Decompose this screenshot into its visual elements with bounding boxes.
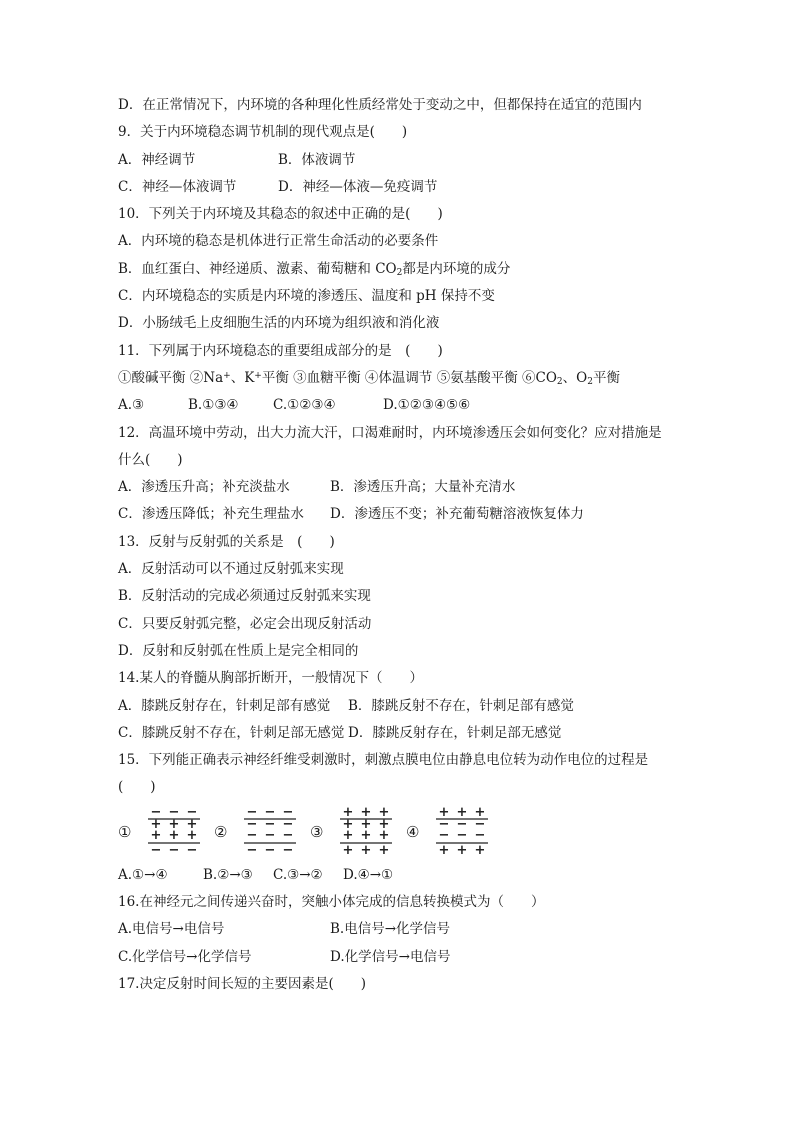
diagram-number: ④ bbox=[406, 822, 420, 841]
q16-option-d: D.化学信号→电信号 bbox=[330, 948, 451, 965]
q9-options-row2 bbox=[118, 174, 678, 201]
q15-option-d: D.④→① bbox=[343, 866, 394, 883]
q14-option-c: C．膝跳反射不存在，针刺足部无感觉 bbox=[118, 724, 345, 741]
diagram-number: ① bbox=[118, 822, 132, 841]
q9-option-a: A．神经调节 bbox=[118, 151, 196, 168]
q10-option-c: C．内环境稳态的实质是内环境的渗透压、温度和 pH 保持不变 bbox=[118, 288, 495, 305]
outer-sign-top: − bbox=[186, 805, 198, 820]
q12-option-c: C．渗透压降低；补充生理盐水 bbox=[118, 506, 304, 523]
inner-sign-lower: + bbox=[378, 827, 390, 843]
q10-option-d: D．小肠绒毛上皮细胞生活的内环境为组织液和消化液 bbox=[118, 315, 440, 332]
inner-sign-lower: − bbox=[438, 827, 450, 843]
outer-sign-top: + bbox=[474, 805, 486, 820]
inner-sign-lower: + bbox=[150, 827, 162, 843]
membrane-diagram-4 bbox=[434, 806, 490, 856]
outer-sign-top: + bbox=[378, 805, 390, 820]
q9-option-d: D．神经—体液—免疫调节 bbox=[278, 178, 438, 195]
outer-sign-bottom: + bbox=[456, 842, 468, 856]
q11-item-part: 平衡 bbox=[592, 369, 620, 386]
inner-sign-upper: + bbox=[168, 816, 180, 832]
q12-option-d: D．渗透压不变；补充葡萄糖溶液恢复体力 bbox=[330, 506, 584, 523]
q10b-sub: 2 bbox=[396, 267, 403, 278]
diagram-number: ② bbox=[214, 822, 228, 841]
q14-option-d: D．膝跳反射存在，针刺足部无感觉 bbox=[348, 724, 562, 741]
outer-sign-top: − bbox=[282, 805, 294, 820]
q13-stem: 13．反射与反射弧的关系是 ( ) bbox=[118, 533, 335, 550]
inner-sign-upper: + bbox=[186, 816, 198, 832]
outer-sign-bottom: − bbox=[264, 842, 276, 856]
inner-sign-upper: − bbox=[456, 816, 468, 832]
outer-sign-bottom: + bbox=[360, 842, 372, 856]
q11-stem: 11．下列属于内环境稳态的重要组成部分的是 ( ) bbox=[118, 342, 443, 359]
outer-sign-top: − bbox=[150, 805, 162, 820]
q12-options-row1 bbox=[118, 474, 678, 501]
q15-option-c: C.③→② bbox=[273, 866, 323, 883]
q12-option-b: B．渗透压升高；大量补充清水 bbox=[330, 479, 516, 496]
q17-stem: 17.决定反射时间长短的主要因素是( ) bbox=[118, 975, 367, 992]
outer-sign-bottom: − bbox=[150, 842, 162, 856]
inner-sign-upper: + bbox=[150, 816, 162, 832]
q11-sub: 2 bbox=[556, 376, 563, 387]
q16-option-a: A.电信号→电信号 bbox=[118, 921, 225, 938]
inner-sign-upper: − bbox=[474, 816, 486, 832]
q15-options bbox=[118, 862, 678, 889]
q14-option-b: B．膝跳反射不存在，针刺足部有感觉 bbox=[348, 697, 574, 714]
q11-sup: + bbox=[223, 370, 231, 381]
q11-option-a: A.③ bbox=[118, 397, 145, 414]
inner-sign-lower: + bbox=[186, 827, 198, 843]
q12-options-row2 bbox=[118, 501, 678, 528]
q14-option-a: A．膝跳反射存在，针刺足部有感觉 bbox=[118, 697, 331, 714]
outer-sign-top: + bbox=[360, 805, 372, 820]
inner-sign-lower: + bbox=[360, 827, 372, 843]
outer-sign-top: + bbox=[438, 805, 450, 820]
question-page bbox=[118, 92, 678, 998]
inner-sign-upper: + bbox=[360, 816, 372, 832]
q13-option-a: A．反射活动可以不通过反射弧来实现 bbox=[118, 561, 344, 578]
outer-sign-bottom: + bbox=[342, 842, 354, 856]
q11-item-part: 、O bbox=[562, 369, 588, 386]
q16-stem: 16.在神经元之间传递兴奋时，突触小体完成的信息转换模式为（ ） bbox=[118, 894, 545, 911]
q9-options-row1 bbox=[118, 147, 678, 174]
inner-sign-upper: − bbox=[282, 816, 294, 832]
q13-option-b: B．反射活动的完成必须通过反射弧来实现 bbox=[118, 588, 371, 605]
membrane-diagram-2 bbox=[242, 806, 298, 856]
diagram-number: ③ bbox=[310, 822, 324, 841]
inner-sign-lower: + bbox=[342, 827, 354, 843]
q13-option-d: D．反射和反射弧在性质上是完全相同的 bbox=[118, 642, 359, 659]
inner-sign-upper: + bbox=[342, 816, 354, 832]
outer-sign-bottom: − bbox=[282, 842, 294, 856]
outer-sign-top: − bbox=[168, 805, 180, 820]
q15-option-b: B.②→③ bbox=[203, 866, 253, 883]
q13-option-c: C．只要反射弧完整，必定会出现反射活动 bbox=[118, 615, 372, 632]
outer-sign-top: − bbox=[246, 805, 258, 820]
outer-sign-top: + bbox=[342, 805, 354, 820]
q10b-text-end: 都是内环境的成分 bbox=[402, 260, 511, 277]
outer-sign-bottom: + bbox=[378, 842, 390, 856]
q15-stem-line1: 15．下列能正确表示神经纤维受刺激时，刺激点膜电位由静息电位转为动作电位的过程是 bbox=[118, 752, 649, 769]
q11-option-c: C.①②③④ bbox=[273, 397, 336, 414]
inner-sign-lower: − bbox=[456, 827, 468, 843]
outer-sign-bottom: − bbox=[186, 842, 198, 856]
inner-sign-lower: − bbox=[264, 827, 276, 843]
inner-sign-upper: − bbox=[264, 816, 276, 832]
q12-option-a: A．渗透压升高；补充淡盐水 bbox=[118, 479, 290, 496]
q11-item-part: 平衡 ③血糖平衡 ④体温调节 ⑤氨基酸平衡 ⑥CO bbox=[261, 369, 557, 386]
inner-sign-upper: − bbox=[246, 816, 258, 832]
outer-sign-top: − bbox=[264, 805, 276, 820]
q12-stem-line1: 12．高温环境中劳动，出大力流大汗，口渴难耐时，内环境渗透压会如何变化？应对措施是 bbox=[118, 424, 662, 441]
membrane-diagram-3 bbox=[338, 806, 394, 856]
q14-options-row2 bbox=[118, 720, 678, 747]
inner-sign-lower: + bbox=[168, 827, 180, 843]
q8-option-d: D．在正常情况下，内环境的各种理化性质经常处于变动之中，但都保持在适宜的范围内 bbox=[118, 97, 642, 113]
q14-options-row1 bbox=[118, 693, 678, 720]
q16-option-b: B.电信号→化学信号 bbox=[330, 921, 451, 938]
q11-option-d: D.①②③④⑤⑥ bbox=[383, 397, 471, 414]
q11-item-part: 、K bbox=[230, 369, 255, 386]
q10b-text: B．血红蛋白、神经递质、激素、葡萄糖和 CO bbox=[118, 260, 397, 277]
inner-sign-upper: − bbox=[438, 816, 450, 832]
inner-sign-lower: − bbox=[474, 827, 486, 843]
q11-options bbox=[118, 392, 678, 419]
q11-option-b: B.①③④ bbox=[188, 397, 239, 414]
inner-sign-lower: − bbox=[246, 827, 258, 843]
inner-sign-upper: + bbox=[378, 816, 390, 832]
q10-stem: 10．下列关于内环境及其稳态的叙述中正确的是( ) bbox=[118, 206, 443, 223]
q9-option-b: B．体液调节 bbox=[278, 151, 356, 168]
q15-stem-line2: ( ) bbox=[118, 779, 156, 796]
membrane-diagram-1 bbox=[146, 806, 202, 856]
inner-sign-lower: − bbox=[282, 827, 294, 843]
q10-option-a: A．内环境的稳态是机体进行正常生命活动的必要条件 bbox=[118, 233, 439, 250]
q11-sup: + bbox=[254, 370, 262, 381]
outer-sign-top: + bbox=[456, 805, 468, 820]
q9-stem: 9．关于内环境稳态调节机制的现代观点是( ) bbox=[118, 124, 408, 141]
membrane-potential-diagrams bbox=[118, 802, 678, 862]
q16-option-c: C.化学信号→化学信号 bbox=[118, 948, 252, 965]
q9-option-c: C．神经—体液调节 bbox=[118, 178, 237, 195]
outer-sign-bottom: + bbox=[438, 842, 450, 856]
q12-stem-line2: 什么( ) bbox=[118, 451, 183, 468]
outer-sign-bottom: − bbox=[246, 842, 258, 856]
q15-option-a: A.①→④ bbox=[118, 866, 168, 883]
q14-stem: 14.某人的脊髓从胸部折断开，一般情况下（ ） bbox=[118, 670, 423, 687]
q16-options-row2 bbox=[118, 944, 678, 971]
q10-option-b bbox=[118, 256, 678, 283]
outer-sign-bottom: + bbox=[474, 842, 486, 856]
q11-sub: 2 bbox=[587, 376, 593, 387]
q11-items bbox=[118, 365, 678, 392]
outer-sign-bottom: − bbox=[168, 842, 180, 856]
q16-options-row1 bbox=[118, 916, 678, 943]
q11-item-part: ①酸碱平衡 ②Na bbox=[118, 369, 224, 386]
